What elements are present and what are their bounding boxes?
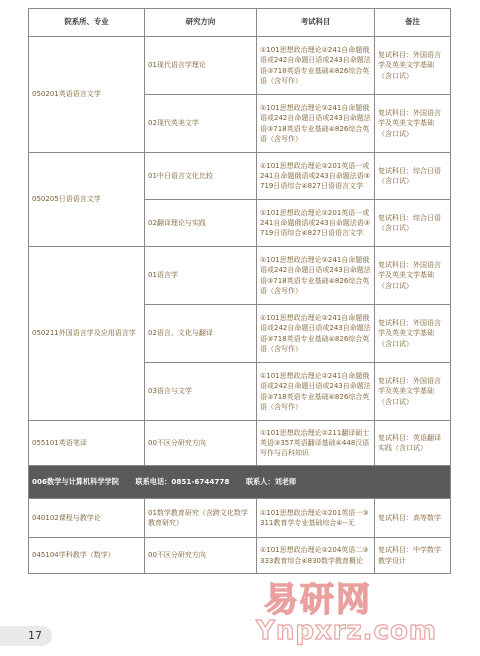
school-header-row [29,466,451,499]
school-contact: 联系人：刘老师 [245,476,297,486]
table-row [29,538,451,574]
subjects-cell: ①101思想政治理论②241自命题俄语或242自命题日语或243自命题法语③718英语专业基础④826综合英语（含写作） [257,247,375,305]
department-cell: 040102课程与教学论 [29,499,145,538]
subjects-cell: ①101思想政治理论②201英语一或241自命题俄语或243自命题法语③719日语综合④827日语语言文学 [257,200,375,247]
direction-cell: 00不区分研究方向 [145,421,257,466]
table-row [29,247,451,305]
note-cell: 复试科目：综合日语（含口试） [375,200,451,247]
note-cell: 复试科目：外国语言学及英美文学基础（含口试） [375,247,451,305]
direction-cell: 01中日语言文化比较 [145,153,257,200]
direction-cell: 01语言学 [145,247,257,305]
department-cell: 050211外国语言学及应用语言学 [29,247,145,421]
direction-cell: 00不区分研究方向 [145,538,257,574]
table-row [29,153,451,200]
direction-cell: 01数学教育研究（含跨文化数学教育研究） [145,499,257,538]
note-cell: 复试科目：高等数学 [375,499,451,538]
department-cell: 050205日语语言文学 [29,153,145,247]
exam-subjects-table [28,8,451,574]
school-name: 006数学与计算机科学学院 [32,476,119,486]
direction-cell: 02翻译理论与实践 [145,200,257,247]
watermark-logo [256,566,476,656]
note-cell: 复试科目：综合日语（含口试） [375,153,451,200]
page-number-tab [0,626,52,646]
department-cell: 050201英语语言文学 [29,37,145,153]
note-cell: 复试科目：外国语言学及英美文学基础（含口试） [375,37,451,95]
subjects-cell: ①101思想政治理论②201英语一③311教育学专业基础综合④--无 [257,499,375,538]
header-direction: 研究方向 [145,9,257,37]
direction-cell: 02现代英美文学 [145,95,257,153]
note-cell: 复试科目：外国语言学及英美文学基础（含口试） [375,305,451,363]
direction-cell: 03语言与文学 [145,363,257,421]
school-phone: 联系电话：0851-6744778 [135,476,230,486]
subjects-cell: ①101思想政治理论②211翻译硕士英语③357英语翻译基础④448汉语写作与百科知识 [257,421,375,466]
table-row [29,499,451,538]
direction-cell: 01现代语言学理论 [145,37,257,95]
subjects-cell: ①101思想政治理论②201英语一或241自命题俄语或243自命题法语③719日语综合④827日语语言文学 [257,153,375,200]
header-subjects: 考试科目 [257,9,375,37]
header-note: 备注 [375,9,451,37]
subjects-cell: ①101思想政治理论②204英语二③333教育综合④830数学教育概论 [257,538,375,574]
subjects-cell: ①101思想政治理论②241自命题俄语或242自命题日语或243自命题法语③718英语专业基础④826综合英语（含写作） [257,95,375,153]
subjects-cell: ①101思想政治理论②241自命题俄语或242自命题日语或243自命题法语③718英语专业基础④826综合英语（含写作） [257,305,375,363]
note-cell: 复试科目：外国语言学及英美文学基础（含口试） [375,95,451,153]
note-cell: 复试科目：外国语言学及英美文学基础（含口试） [375,363,451,421]
direction-cell: 02语言、文化与翻译 [145,305,257,363]
note-cell: 复试科目：英语翻译实践（含口试） [375,421,451,466]
note-cell: 复试科目：中学数学教学设计 [375,538,451,574]
department-cell: 045104学科教学（数学） [29,538,145,574]
watermark-logo-text: 易研网 [264,580,372,620]
header-department: 院系所、专业 [29,9,145,37]
subjects-cell: ①101思想政治理论②241自命题俄语或242自命题日语或243自命题法语③718英语专业基础④826综合英语（含写作） [257,363,375,421]
table-row [29,37,451,95]
subjects-cell: ①101思想政治理论②241自命题俄语或242自命题日语或243自命题法语③718英语专业基础④826综合英语（含写作） [257,37,375,95]
school-header-cell [29,466,451,499]
department-cell: 055101英语笔译 [29,421,145,466]
watermark-url-text: Ynpxrz.com [256,616,437,646]
table-row [29,421,451,466]
page-number: 17 [28,629,42,642]
